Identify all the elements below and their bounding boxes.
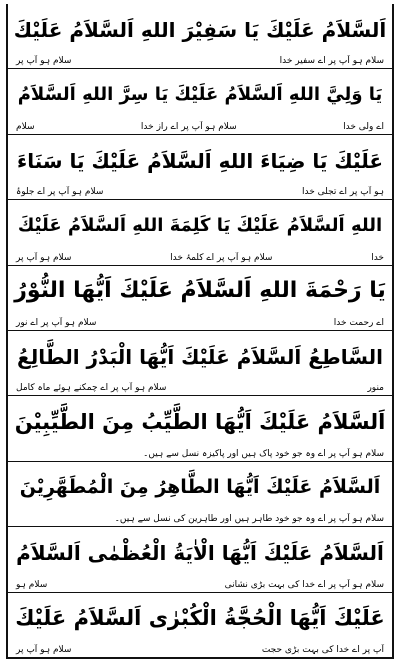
urdu-segment: سلام ہو آپ پر: [16, 645, 72, 656]
verse-block-6: [8, 331, 392, 396]
arabic-line: اَلسَّلاَمُ عَلَيْكَ اَيُّهَا الْاٰيَةُ الْعُظْمٰى اَلسَّلاَمُ: [16, 540, 384, 565]
arabic-line: السَّاطِعُ اَلسَّلاَمُ عَلَيْكَ اَيُّهَا الْبَدْرُ الطَّالِعُ: [17, 344, 383, 369]
urdu-segment: سلام ہو آپ پر اے جلوۂ: [16, 187, 104, 198]
urdu-translation: [8, 317, 392, 330]
prayer-page: [6, 4, 394, 659]
verse-block-2: [8, 69, 392, 134]
urdu-segment: آپ پر اے خدا کی بہت بڑی حجت: [261, 645, 384, 656]
urdu-translation: [8, 382, 392, 395]
verse-block-4: [8, 200, 392, 265]
urdu-segment: سلام ہو آپ پر اے چمکنے ہوئے ماہ کامل: [16, 383, 167, 394]
arabic-line: اَلسَّلاَمُ عَلَيْكَ يَا سَفِيْرَ اللهِ اَلسَّلاَمُ عَلَيْكَ: [13, 17, 387, 42]
urdu-translation: [8, 644, 392, 657]
urdu-segment: خدا: [371, 252, 384, 263]
verse-block-5: [8, 266, 392, 331]
arabic-line: اَلسَّلاَمُ عَلَيْكَ اَيُّهَا الطَّيِّبُ مِنَ الطَّيِّبِيْنَ: [14, 409, 386, 434]
urdu-translation: [8, 121, 392, 134]
arabic-line: عَلَيْكَ يَا ضِيَاءَ اللهِ اَلسَّلاَمُ عَلَيْكَ يَا سَنَاءَ: [17, 148, 384, 173]
urdu-translation: [8, 513, 392, 526]
urdu-segment: سلام ہو آپ پر اے وہ جو خود پاک ہیں اور پاکیزہ نسل سے ہیں۔: [143, 448, 384, 459]
urdu-segment: سلام ہو آپ پر اے راز خدا: [140, 121, 237, 132]
urdu-translation: [8, 55, 392, 68]
arabic-line: يَا رَحْمَةَ اللهِ اَلسَّلاَمُ عَلَيْكَ اَيُّهَا النُّوْرُ: [14, 278, 386, 304]
urdu-translation: [8, 579, 392, 592]
urdu-translation: [8, 252, 392, 265]
urdu-segment: ہو آپ پر اے تجلی خدا: [301, 187, 384, 198]
urdu-segment: سلام ہو آپ پر اے کلمۂ خدا: [170, 252, 273, 263]
verse-block-8: [8, 462, 392, 527]
urdu-segment: منور: [367, 383, 384, 394]
urdu-segment: سلام ہو آپ پر اے وہ جو خود طاہر ہیں اور طاہرین کی نسل سے ہیں۔: [114, 514, 384, 525]
urdu-segment: سلام ہو آپ پر: [16, 56, 72, 67]
urdu-segment: سلام ہو آپ پر اے نور: [16, 318, 97, 329]
urdu-segment: سلام ہو آپ پر اے خدا کی بہت بڑی نشانی: [224, 579, 384, 590]
arabic-line: اللهِ اَلسَّلاَمُ عَلَيْكَ يَا كَلِمَةَ اللهِ اَلسَّلاَمُ عَلَيْكَ: [17, 214, 383, 236]
urdu-segment: سلام ہو آپ پر: [16, 252, 72, 263]
urdu-segment: سلام ہو آپ پر اے سفیر خدا: [279, 56, 384, 67]
urdu-segment: سلام ہو: [16, 579, 48, 590]
urdu-segment: سلام: [16, 121, 35, 132]
verse-block-9: [8, 527, 392, 592]
urdu-segment: اے ولی خدا: [343, 121, 384, 132]
verse-block-7: [8, 396, 392, 461]
arabic-line: اَلسَّلاَمُ عَلَيْكَ اَيُّهَا الطَّاهِرُ مِنَ الْمُطَهَّرِيْنَ: [19, 476, 381, 499]
verse-block-3: [8, 135, 392, 200]
arabic-line: عَلَيْكَ اَيُّهَا الْحُجَّةُ الْكُبْرٰى اَلسَّلاَمُ عَلَيْكَ: [15, 605, 385, 630]
arabic-line: يَا وَلِيَّ اللهِ اَلسَّلاَمُ عَلَيْكَ يَا سِرَّ اللهِ اَلسَّلاَمُ: [17, 84, 383, 106]
urdu-segment: اے رحمت خدا: [333, 318, 384, 329]
verse-block-1: [8, 4, 392, 69]
urdu-translation: [8, 186, 392, 199]
verse-block-10: [8, 593, 392, 657]
urdu-translation: [8, 448, 392, 461]
